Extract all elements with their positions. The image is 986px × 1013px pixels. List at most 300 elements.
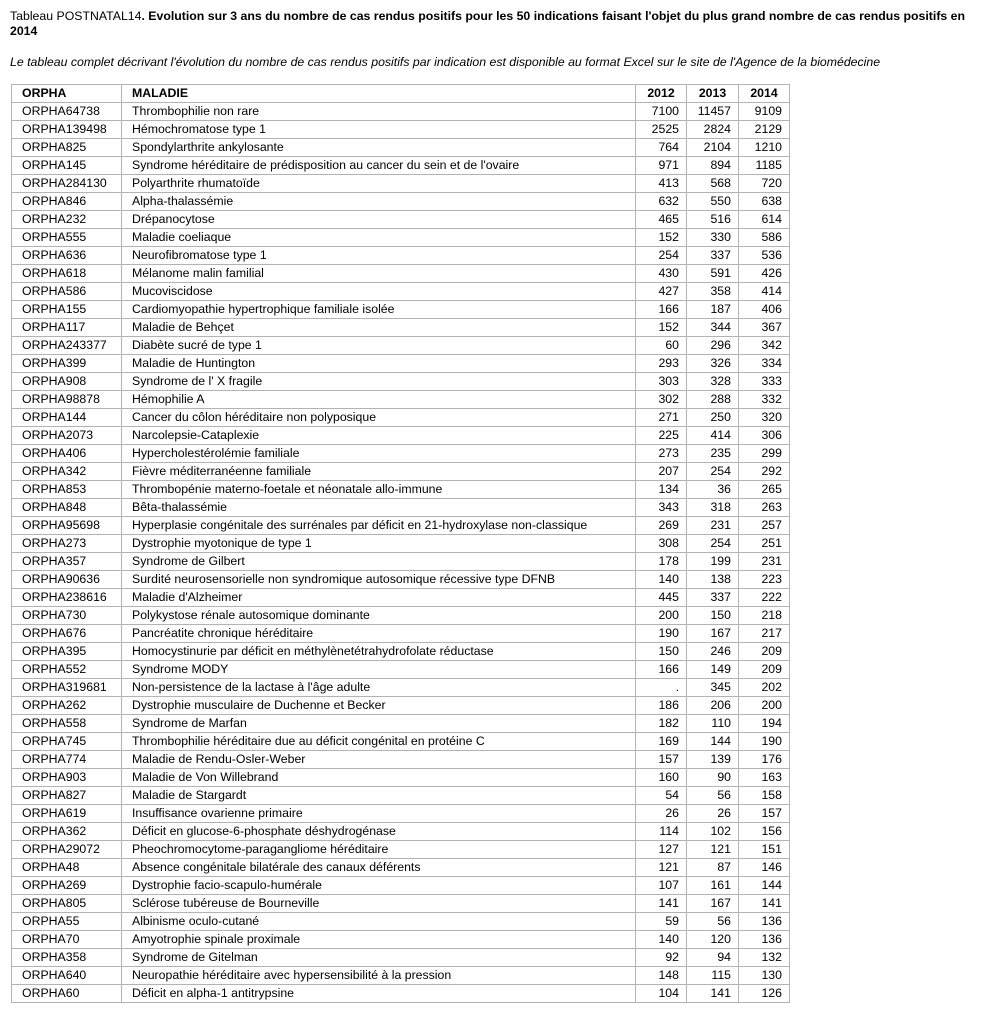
cell-2012: 160 <box>636 769 687 787</box>
cell-2014: 151 <box>739 841 790 859</box>
cell-2014: 342 <box>739 337 790 355</box>
cell-orpha: ORPHA619 <box>12 805 122 823</box>
table-subtitle: Le tableau complet décrivant l'évolution du nombre de cas rendus positifs par indication est disponible au format Excel sur le site de l'Agence de la biomédecine <box>10 55 881 69</box>
column-header-2014: 2014 <box>739 85 790 103</box>
table-row <box>12 607 790 625</box>
cell-maladie: Maladie de Von Willebrand <box>122 769 636 787</box>
table-row <box>12 841 790 859</box>
cell-orpha: ORPHA232 <box>12 211 122 229</box>
cell-2013: 110 <box>687 715 739 733</box>
table-row <box>12 229 790 247</box>
cell-2014: 333 <box>739 373 790 391</box>
table-row <box>12 247 790 265</box>
cell-orpha: ORPHA399 <box>12 355 122 373</box>
cell-2014: 406 <box>739 301 790 319</box>
cell-2014: 306 <box>739 427 790 445</box>
table-row <box>12 103 790 121</box>
cell-orpha: ORPHA395 <box>12 643 122 661</box>
cell-orpha: ORPHA70 <box>12 931 122 949</box>
cell-2012: 140 <box>636 571 687 589</box>
cell-maladie: Polyarthrite rhumatoïde <box>122 175 636 193</box>
cell-maladie: Mucoviscidose <box>122 283 636 301</box>
cell-2014: 414 <box>739 283 790 301</box>
cell-2014: 367 <box>739 319 790 337</box>
cell-2014: 202 <box>739 679 790 697</box>
cell-2012: 107 <box>636 877 687 895</box>
cell-maladie: Mélanome malin familial <box>122 265 636 283</box>
cell-orpha: ORPHA908 <box>12 373 122 391</box>
cell-2012: 7100 <box>636 103 687 121</box>
cell-2012: 200 <box>636 607 687 625</box>
cell-2014: 217 <box>739 625 790 643</box>
cell-maladie: Hémophilie A <box>122 391 636 409</box>
table-row <box>12 949 790 967</box>
table-row <box>12 409 790 427</box>
cell-2014: 334 <box>739 355 790 373</box>
cell-maladie: Spondylarthrite ankylosante <box>122 139 636 157</box>
cell-2014: 265 <box>739 481 790 499</box>
cell-maladie: Hyperplasie congénitale des surrénales par déficit en 21-hydroxylase non-classique <box>122 517 636 535</box>
column-header-orpha: ORPHA <box>12 85 122 103</box>
cell-2014: 251 <box>739 535 790 553</box>
cell-2014: 332 <box>739 391 790 409</box>
cell-maladie: Polykystose rénale autosomique dominante <box>122 607 636 625</box>
cell-orpha: ORPHA95698 <box>12 517 122 535</box>
cell-2014: 1185 <box>739 157 790 175</box>
cell-maladie: Dystrophie myotonique de type 1 <box>122 535 636 553</box>
cell-2013: 150 <box>687 607 739 625</box>
table-row <box>12 391 790 409</box>
cell-2012: 303 <box>636 373 687 391</box>
cell-maladie: Syndrome de Gilbert <box>122 553 636 571</box>
cell-orpha: ORPHA319681 <box>12 679 122 697</box>
cell-orpha: ORPHA243377 <box>12 337 122 355</box>
cell-orpha: ORPHA284130 <box>12 175 122 193</box>
cell-maladie: Albinisme oculo-cutané <box>122 913 636 931</box>
cell-2013: 591 <box>687 265 739 283</box>
cell-2014: 614 <box>739 211 790 229</box>
cell-maladie: Sclérose tubéreuse de Bourneville <box>122 895 636 913</box>
cell-2014: 144 <box>739 877 790 895</box>
table-row <box>12 931 790 949</box>
cell-2012: 60 <box>636 337 687 355</box>
cell-orpha: ORPHA29072 <box>12 841 122 859</box>
cell-2014: 720 <box>739 175 790 193</box>
cell-maladie: Cancer du côlon héréditaire non polyposique <box>122 409 636 427</box>
table-row <box>12 427 790 445</box>
cell-2012: 54 <box>636 787 687 805</box>
cell-2012: 134 <box>636 481 687 499</box>
cell-maladie: Amyotrophie spinale proximale <box>122 931 636 949</box>
cell-2013: 199 <box>687 553 739 571</box>
cell-2014: 156 <box>739 823 790 841</box>
cell-2014: 136 <box>739 931 790 949</box>
cell-maladie: Pheochromocytome-paragangliome héréditaire <box>122 841 636 859</box>
cell-2013: 296 <box>687 337 739 355</box>
cell-orpha: ORPHA555 <box>12 229 122 247</box>
cell-2012: 178 <box>636 553 687 571</box>
cell-2014: 136 <box>739 913 790 931</box>
cell-2014: 536 <box>739 247 790 265</box>
cell-2013: 2104 <box>687 139 739 157</box>
cell-orpha: ORPHA48 <box>12 859 122 877</box>
table-row <box>12 859 790 877</box>
cell-2014: 586 <box>739 229 790 247</box>
table-row <box>12 679 790 697</box>
cell-2012: 152 <box>636 229 687 247</box>
cell-orpha: ORPHA55 <box>12 913 122 931</box>
cell-maladie: Cardiomyopathie hypertrophique familiale isolée <box>122 301 636 319</box>
cell-orpha: ORPHA406 <box>12 445 122 463</box>
cell-2012: 169 <box>636 733 687 751</box>
cell-maladie: Dystrophie musculaire de Duchenne et Becker <box>122 697 636 715</box>
cell-2012: 971 <box>636 157 687 175</box>
table-row <box>12 823 790 841</box>
cell-2014: 176 <box>739 751 790 769</box>
cell-maladie: Déficit en alpha-1 antitrypsine <box>122 985 636 1003</box>
table-row <box>12 265 790 283</box>
cell-2013: 414 <box>687 427 739 445</box>
cell-orpha: ORPHA139498 <box>12 121 122 139</box>
cell-2013: 254 <box>687 463 739 481</box>
cell-2012: 121 <box>636 859 687 877</box>
table-row <box>12 643 790 661</box>
cell-2014: 426 <box>739 265 790 283</box>
cell-2012: 430 <box>636 265 687 283</box>
cell-maladie: Syndrome de Marfan <box>122 715 636 733</box>
cell-2014: 320 <box>739 409 790 427</box>
cell-2013: 568 <box>687 175 739 193</box>
cell-2014: 190 <box>739 733 790 751</box>
cell-2014: 299 <box>739 445 790 463</box>
table-header-row <box>12 85 790 103</box>
cell-2013: 254 <box>687 535 739 553</box>
cell-maladie: Bêta-thalassémie <box>122 499 636 517</box>
cell-orpha: ORPHA269 <box>12 877 122 895</box>
table-row <box>12 769 790 787</box>
table-row <box>12 553 790 571</box>
cell-orpha: ORPHA90636 <box>12 571 122 589</box>
cell-2012: 92 <box>636 949 687 967</box>
cell-orpha: ORPHA558 <box>12 715 122 733</box>
table-title <box>10 9 976 39</box>
cell-2013: 344 <box>687 319 739 337</box>
cell-2012: 186 <box>636 697 687 715</box>
cell-2014: 132 <box>739 949 790 967</box>
table-row <box>12 157 790 175</box>
cell-2012: 166 <box>636 301 687 319</box>
cell-orpha: ORPHA357 <box>12 553 122 571</box>
cell-2013: 235 <box>687 445 739 463</box>
cell-2012: . <box>636 679 687 697</box>
cell-maladie: Déficit en glucose-6-phosphate déshydrogénase <box>122 823 636 841</box>
cell-2014: 257 <box>739 517 790 535</box>
table-row <box>12 967 790 985</box>
table-row <box>12 499 790 517</box>
cell-2012: 427 <box>636 283 687 301</box>
cell-2014: 158 <box>739 787 790 805</box>
cell-2013: 358 <box>687 283 739 301</box>
cell-orpha: ORPHA552 <box>12 661 122 679</box>
cell-orpha: ORPHA636 <box>12 247 122 265</box>
cell-2012: 140 <box>636 931 687 949</box>
cell-orpha: ORPHA805 <box>12 895 122 913</box>
cell-2013: 149 <box>687 661 739 679</box>
cell-2012: 157 <box>636 751 687 769</box>
cell-2013: 330 <box>687 229 739 247</box>
cell-2013: 141 <box>687 985 739 1003</box>
table-row <box>12 445 790 463</box>
table-title-text: . Evolution sur 3 ans du nombre de cas rendus positifs pour les 50 indications faisant l'objet du plus grand nombre de cas rendus positifs en 2014 <box>10 9 966 38</box>
cell-2012: 302 <box>636 391 687 409</box>
cell-maladie: Homocystinurie par déficit en méthylènetétrahydrofolate réductase <box>122 643 636 661</box>
cell-2013: 144 <box>687 733 739 751</box>
cell-orpha: ORPHA825 <box>12 139 122 157</box>
column-header-2013: 2013 <box>687 85 739 103</box>
table-row <box>12 985 790 1003</box>
cell-2014: 638 <box>739 193 790 211</box>
cell-2012: 148 <box>636 967 687 985</box>
cell-maladie: Pancréatite chronique héréditaire <box>122 625 636 643</box>
cell-2013: 246 <box>687 643 739 661</box>
cell-orpha: ORPHA903 <box>12 769 122 787</box>
cell-maladie: Hypercholestérolémie familiale <box>122 445 636 463</box>
cell-2013: 102 <box>687 823 739 841</box>
cell-maladie: Alpha-thalassémie <box>122 193 636 211</box>
table-row <box>12 481 790 499</box>
cell-2012: 225 <box>636 427 687 445</box>
cell-orpha: ORPHA262 <box>12 697 122 715</box>
cell-2013: 345 <box>687 679 739 697</box>
cell-2014: 194 <box>739 715 790 733</box>
table-row <box>12 373 790 391</box>
table-row <box>12 121 790 139</box>
cell-2012: 150 <box>636 643 687 661</box>
cell-2014: 146 <box>739 859 790 877</box>
cell-maladie: Surdité neurosensorielle non syndromique autosomique récessive type DFNB <box>122 571 636 589</box>
cell-orpha: ORPHA848 <box>12 499 122 517</box>
table-row <box>12 805 790 823</box>
cell-maladie: Maladie d'Alzheimer <box>122 589 636 607</box>
cell-orpha: ORPHA827 <box>12 787 122 805</box>
table-row <box>12 463 790 481</box>
column-header-maladie: MALADIE <box>122 85 636 103</box>
table-row <box>12 175 790 193</box>
cell-maladie: Thrombopénie materno-foetale et néonatale allo-immune <box>122 481 636 499</box>
table-label: Tableau POSTNATAL14 <box>10 9 142 23</box>
column-header-2012: 2012 <box>636 85 687 103</box>
cell-2013: 206 <box>687 697 739 715</box>
table-row <box>12 661 790 679</box>
table-row <box>12 913 790 931</box>
cell-maladie: Drépanocytose <box>122 211 636 229</box>
cell-orpha: ORPHA774 <box>12 751 122 769</box>
cell-2012: 308 <box>636 535 687 553</box>
cell-maladie: Narcolepsie-Cataplexie <box>122 427 636 445</box>
cell-2012: 764 <box>636 139 687 157</box>
cell-2012: 254 <box>636 247 687 265</box>
cell-2014: 223 <box>739 571 790 589</box>
cell-2013: 288 <box>687 391 739 409</box>
cell-2014: 126 <box>739 985 790 1003</box>
table-row <box>12 571 790 589</box>
cell-maladie: Maladie de Stargardt <box>122 787 636 805</box>
cell-2013: 87 <box>687 859 739 877</box>
cell-2012: 632 <box>636 193 687 211</box>
cell-maladie: Diabète sucré de type 1 <box>122 337 636 355</box>
cell-2013: 36 <box>687 481 739 499</box>
cell-2013: 516 <box>687 211 739 229</box>
cell-orpha: ORPHA745 <box>12 733 122 751</box>
cell-orpha: ORPHA98878 <box>12 391 122 409</box>
table-row <box>12 517 790 535</box>
cell-orpha: ORPHA60 <box>12 985 122 1003</box>
cell-2012: 207 <box>636 463 687 481</box>
cell-2013: 187 <box>687 301 739 319</box>
table-row <box>12 319 790 337</box>
table-row <box>12 787 790 805</box>
cell-orpha: ORPHA273 <box>12 535 122 553</box>
cell-2014: 9109 <box>739 103 790 121</box>
cell-2012: 141 <box>636 895 687 913</box>
cell-2012: 190 <box>636 625 687 643</box>
cell-2012: 273 <box>636 445 687 463</box>
cell-2012: 182 <box>636 715 687 733</box>
cell-maladie: Maladie de Rendu-Osler-Weber <box>122 751 636 769</box>
cell-2014: 292 <box>739 463 790 481</box>
cell-maladie: Syndrome MODY <box>122 661 636 679</box>
cell-maladie: Maladie de Huntington <box>122 355 636 373</box>
cell-2012: 269 <box>636 517 687 535</box>
table-row <box>12 139 790 157</box>
cell-maladie: Thrombophilie héréditaire due au déficit congénital en protéine C <box>122 733 636 751</box>
cell-orpha: ORPHA362 <box>12 823 122 841</box>
cell-orpha: ORPHA640 <box>12 967 122 985</box>
cell-2013: 94 <box>687 949 739 967</box>
table-row <box>12 355 790 373</box>
cell-2014: 200 <box>739 697 790 715</box>
cell-orpha: ORPHA358 <box>12 949 122 967</box>
cell-orpha: ORPHA342 <box>12 463 122 481</box>
cell-maladie: Dystrophie facio-scapulo-humérale <box>122 877 636 895</box>
cell-orpha: ORPHA144 <box>12 409 122 427</box>
table-row <box>12 895 790 913</box>
cell-2014: 163 <box>739 769 790 787</box>
cell-2013: 167 <box>687 625 739 643</box>
cell-2014: 157 <box>739 805 790 823</box>
cell-2013: 231 <box>687 517 739 535</box>
cell-2013: 337 <box>687 589 739 607</box>
cell-maladie: Absence congénitale bilatérale des canaux déférents <box>122 859 636 877</box>
table-row <box>12 193 790 211</box>
table-row <box>12 733 790 751</box>
cell-orpha: ORPHA238616 <box>12 589 122 607</box>
cell-orpha: ORPHA145 <box>12 157 122 175</box>
cell-orpha: ORPHA117 <box>12 319 122 337</box>
cell-2012: 26 <box>636 805 687 823</box>
cell-orpha: ORPHA586 <box>12 283 122 301</box>
cell-2013: 56 <box>687 913 739 931</box>
cell-maladie: Non-persistence de la lactase à l'âge adulte <box>122 679 636 697</box>
table-body <box>12 103 790 1003</box>
cell-2012: 166 <box>636 661 687 679</box>
cell-maladie: Insuffisance ovarienne primaire <box>122 805 636 823</box>
cell-2014: 141 <box>739 895 790 913</box>
cell-2012: 2525 <box>636 121 687 139</box>
cell-maladie: Syndrome héréditaire de prédisposition au cancer du sein et de l'ovaire <box>122 157 636 175</box>
cell-2012: 413 <box>636 175 687 193</box>
cell-2014: 231 <box>739 553 790 571</box>
cell-maladie: Maladie coeliaque <box>122 229 636 247</box>
table-row <box>12 301 790 319</box>
cell-2013: 26 <box>687 805 739 823</box>
cell-orpha: ORPHA618 <box>12 265 122 283</box>
cell-2014: 2129 <box>739 121 790 139</box>
table-row <box>12 625 790 643</box>
table-row <box>12 337 790 355</box>
cell-orpha: ORPHA64738 <box>12 103 122 121</box>
cell-maladie: Syndrome de l' X fragile <box>122 373 636 391</box>
cell-orpha: ORPHA853 <box>12 481 122 499</box>
cell-maladie: Maladie de Behçet <box>122 319 636 337</box>
cell-2012: 59 <box>636 913 687 931</box>
cell-2012: 343 <box>636 499 687 517</box>
cell-orpha: ORPHA676 <box>12 625 122 643</box>
cell-2013: 161 <box>687 877 739 895</box>
cell-2013: 337 <box>687 247 739 265</box>
cell-2013: 318 <box>687 499 739 517</box>
cell-2013: 250 <box>687 409 739 427</box>
cell-2012: 445 <box>636 589 687 607</box>
cell-orpha: ORPHA155 <box>12 301 122 319</box>
cell-maladie: Hémochromatose type 1 <box>122 121 636 139</box>
cell-2013: 326 <box>687 355 739 373</box>
cell-2013: 550 <box>687 193 739 211</box>
cell-2013: 328 <box>687 373 739 391</box>
cell-2012: 104 <box>636 985 687 1003</box>
cell-orpha: ORPHA730 <box>12 607 122 625</box>
cell-2013: 11457 <box>687 103 739 121</box>
cell-2012: 293 <box>636 355 687 373</box>
table-row <box>12 589 790 607</box>
cell-2013: 90 <box>687 769 739 787</box>
cell-2012: 127 <box>636 841 687 859</box>
cell-2013: 115 <box>687 967 739 985</box>
table-row <box>12 751 790 769</box>
cell-2014: 1210 <box>739 139 790 157</box>
cell-orpha: ORPHA846 <box>12 193 122 211</box>
table-row <box>12 877 790 895</box>
cell-2013: 167 <box>687 895 739 913</box>
cell-2014: 218 <box>739 607 790 625</box>
cell-2014: 130 <box>739 967 790 985</box>
cell-2013: 138 <box>687 571 739 589</box>
table-row <box>12 211 790 229</box>
cell-2012: 271 <box>636 409 687 427</box>
cell-2013: 56 <box>687 787 739 805</box>
cell-2013: 139 <box>687 751 739 769</box>
cell-2013: 120 <box>687 931 739 949</box>
cell-2014: 263 <box>739 499 790 517</box>
cell-maladie: Neurofibromatose type 1 <box>122 247 636 265</box>
table-row <box>12 715 790 733</box>
table-row <box>12 535 790 553</box>
table-row <box>12 283 790 301</box>
data-table <box>11 84 790 1003</box>
cell-maladie: Syndrome de Gitelman <box>122 949 636 967</box>
cell-2012: 465 <box>636 211 687 229</box>
cell-maladie: Fièvre méditerranéenne familiale <box>122 463 636 481</box>
